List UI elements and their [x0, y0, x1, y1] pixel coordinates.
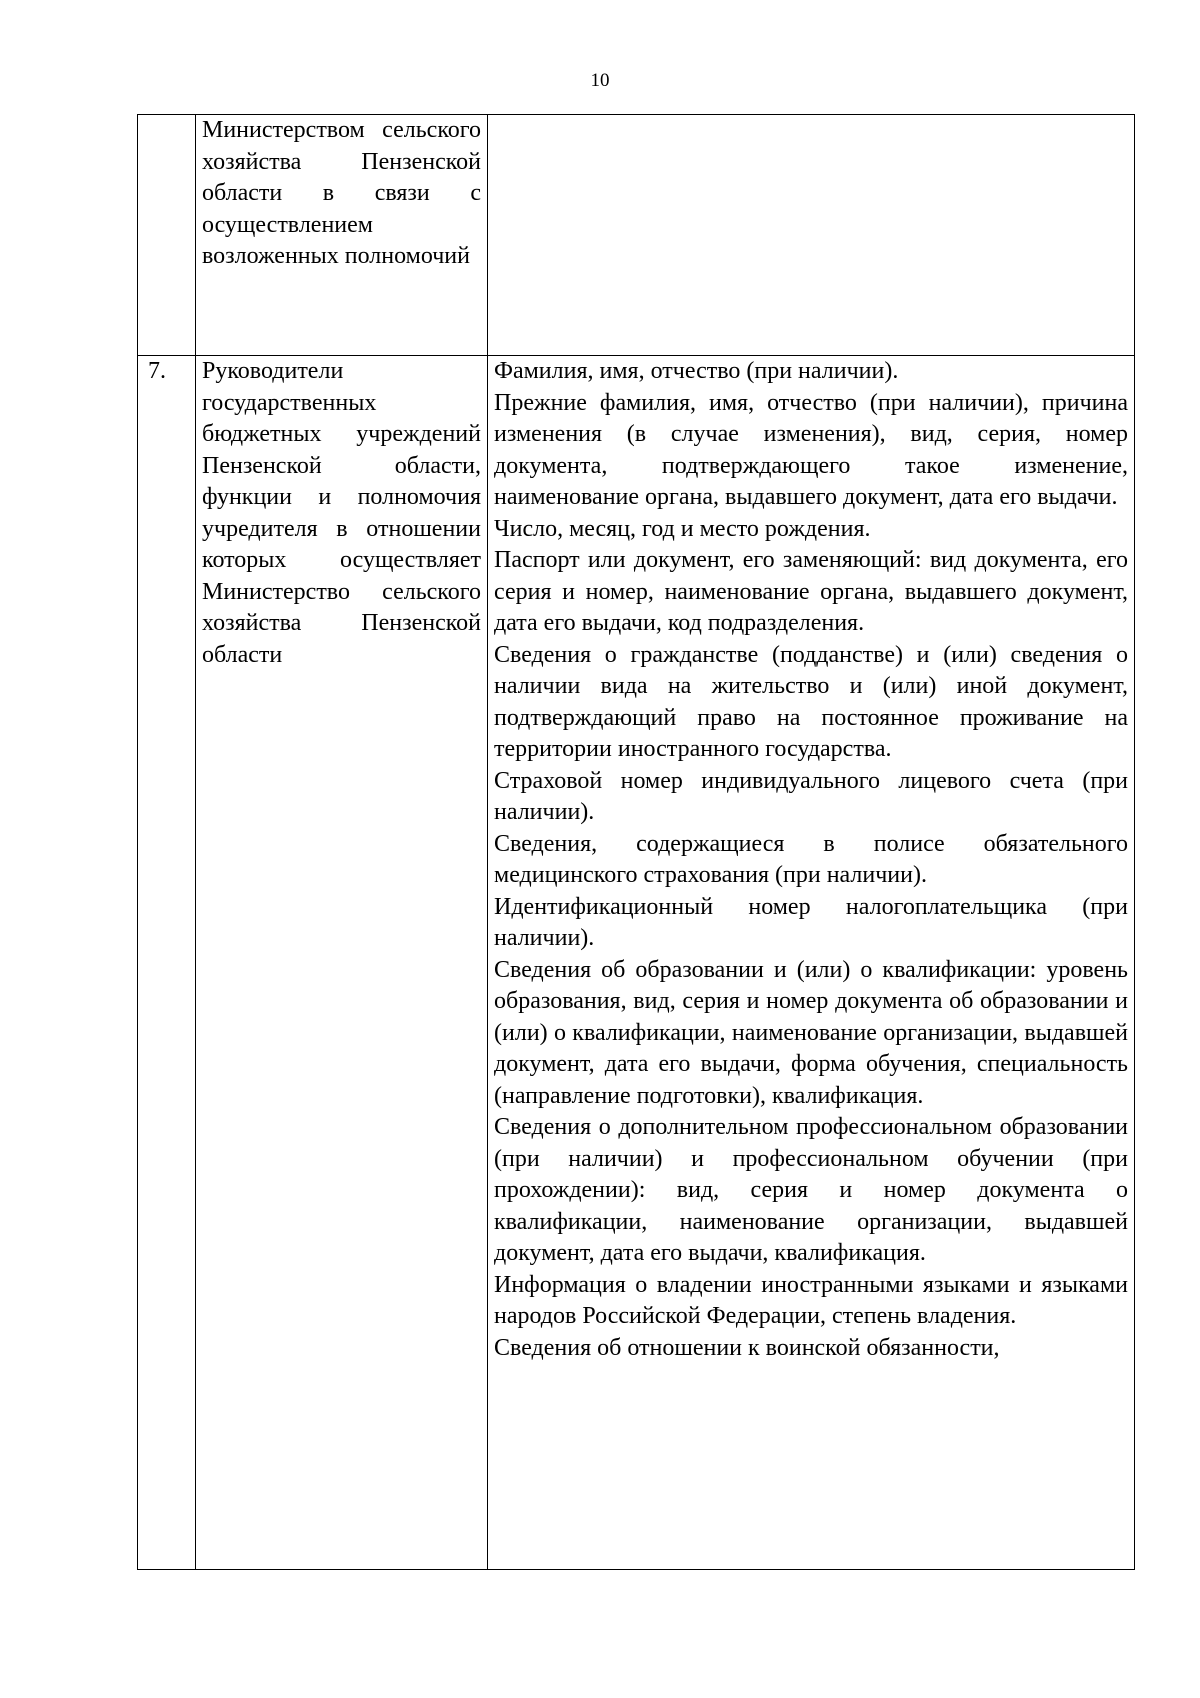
- data-paragraph: Сведения об отношении к воинской обязанности,: [494, 1334, 1000, 1361]
- category-cell: [196, 356, 488, 1570]
- data-paragraph: Информация о владении иностранными языками и языками народов Российской Федерации, степень владения.: [494, 1271, 1128, 1329]
- data-paragraph: Число, месяц, год и место рождения.: [494, 515, 871, 542]
- category-text: Руководители государственных бюджетных учреждений Пензенской области, функции и полномочия учредителя в отношении которых осуществляет Министерство сельского хозяйства Пензенской области: [202, 358, 481, 668]
- row-number-cell: [138, 356, 196, 1570]
- data-paragraph: Паспорт или документ, его заменяющий: вид документа, его серия и номер, наименование органа, выдавшего документ, дата его выдачи, код подразделения.: [494, 547, 1128, 636]
- data-paragraph: Сведения, содержащиеся в полисе обязательного медицинского страхования (при наличии).: [494, 830, 1128, 888]
- data-cell: [488, 115, 1135, 356]
- data-paragraph: Сведения о гражданстве (подданстве) и (или) сведения о наличии вида на жительство и (или) иной документ, подтверждающий право на постоянное проживание на территории иностранного государства.: [494, 641, 1128, 762]
- table-row: [138, 115, 1135, 356]
- category-cell: [196, 115, 488, 356]
- data-paragraph: Фамилия, имя, отчество (при наличии).: [494, 358, 899, 384]
- data-paragraph: Идентификационный номер налогоплательщика (при наличии).: [494, 893, 1128, 951]
- page-number: 10: [590, 70, 610, 91]
- data-paragraph: Сведения об образовании и (или) о квалификации: уровень образования, вид, серия и номер документа об образовании и (или) о квалификации, наименование организации, выдавшей документ, дата его выдачи, форма обучения, специальность (направление подготовки), квалификация.: [494, 956, 1128, 1109]
- row-number-cell: [138, 115, 196, 356]
- row-number: 7.: [148, 358, 166, 384]
- personal-data-table: [137, 114, 1135, 1570]
- data-cell: [488, 356, 1135, 1570]
- table-row: [138, 356, 1135, 1570]
- data-paragraph: Страховой номер индивидуального лицевого счета (при наличии).: [494, 767, 1128, 825]
- data-paragraph: Сведения о дополнительном профессиональном образовании (при наличии) и профессиональном обучении (при прохождении): вид, серия и номер документа о квалификации, наименование организации, выдавшей документ, дата его выдачи, квалификация.: [494, 1114, 1128, 1266]
- category-text: Министерством сельского хозяйства Пензенской области в связи с осуществлением возложенных полномочий: [202, 117, 481, 269]
- data-paragraph: Прежние фамилия, имя, отчество (при наличии), причина изменения (в случае изменения), вид, серия, номер документа, подтверждающего такое изменение, наименование органа, выдавшего документ, дата его выдачи.: [494, 389, 1128, 510]
